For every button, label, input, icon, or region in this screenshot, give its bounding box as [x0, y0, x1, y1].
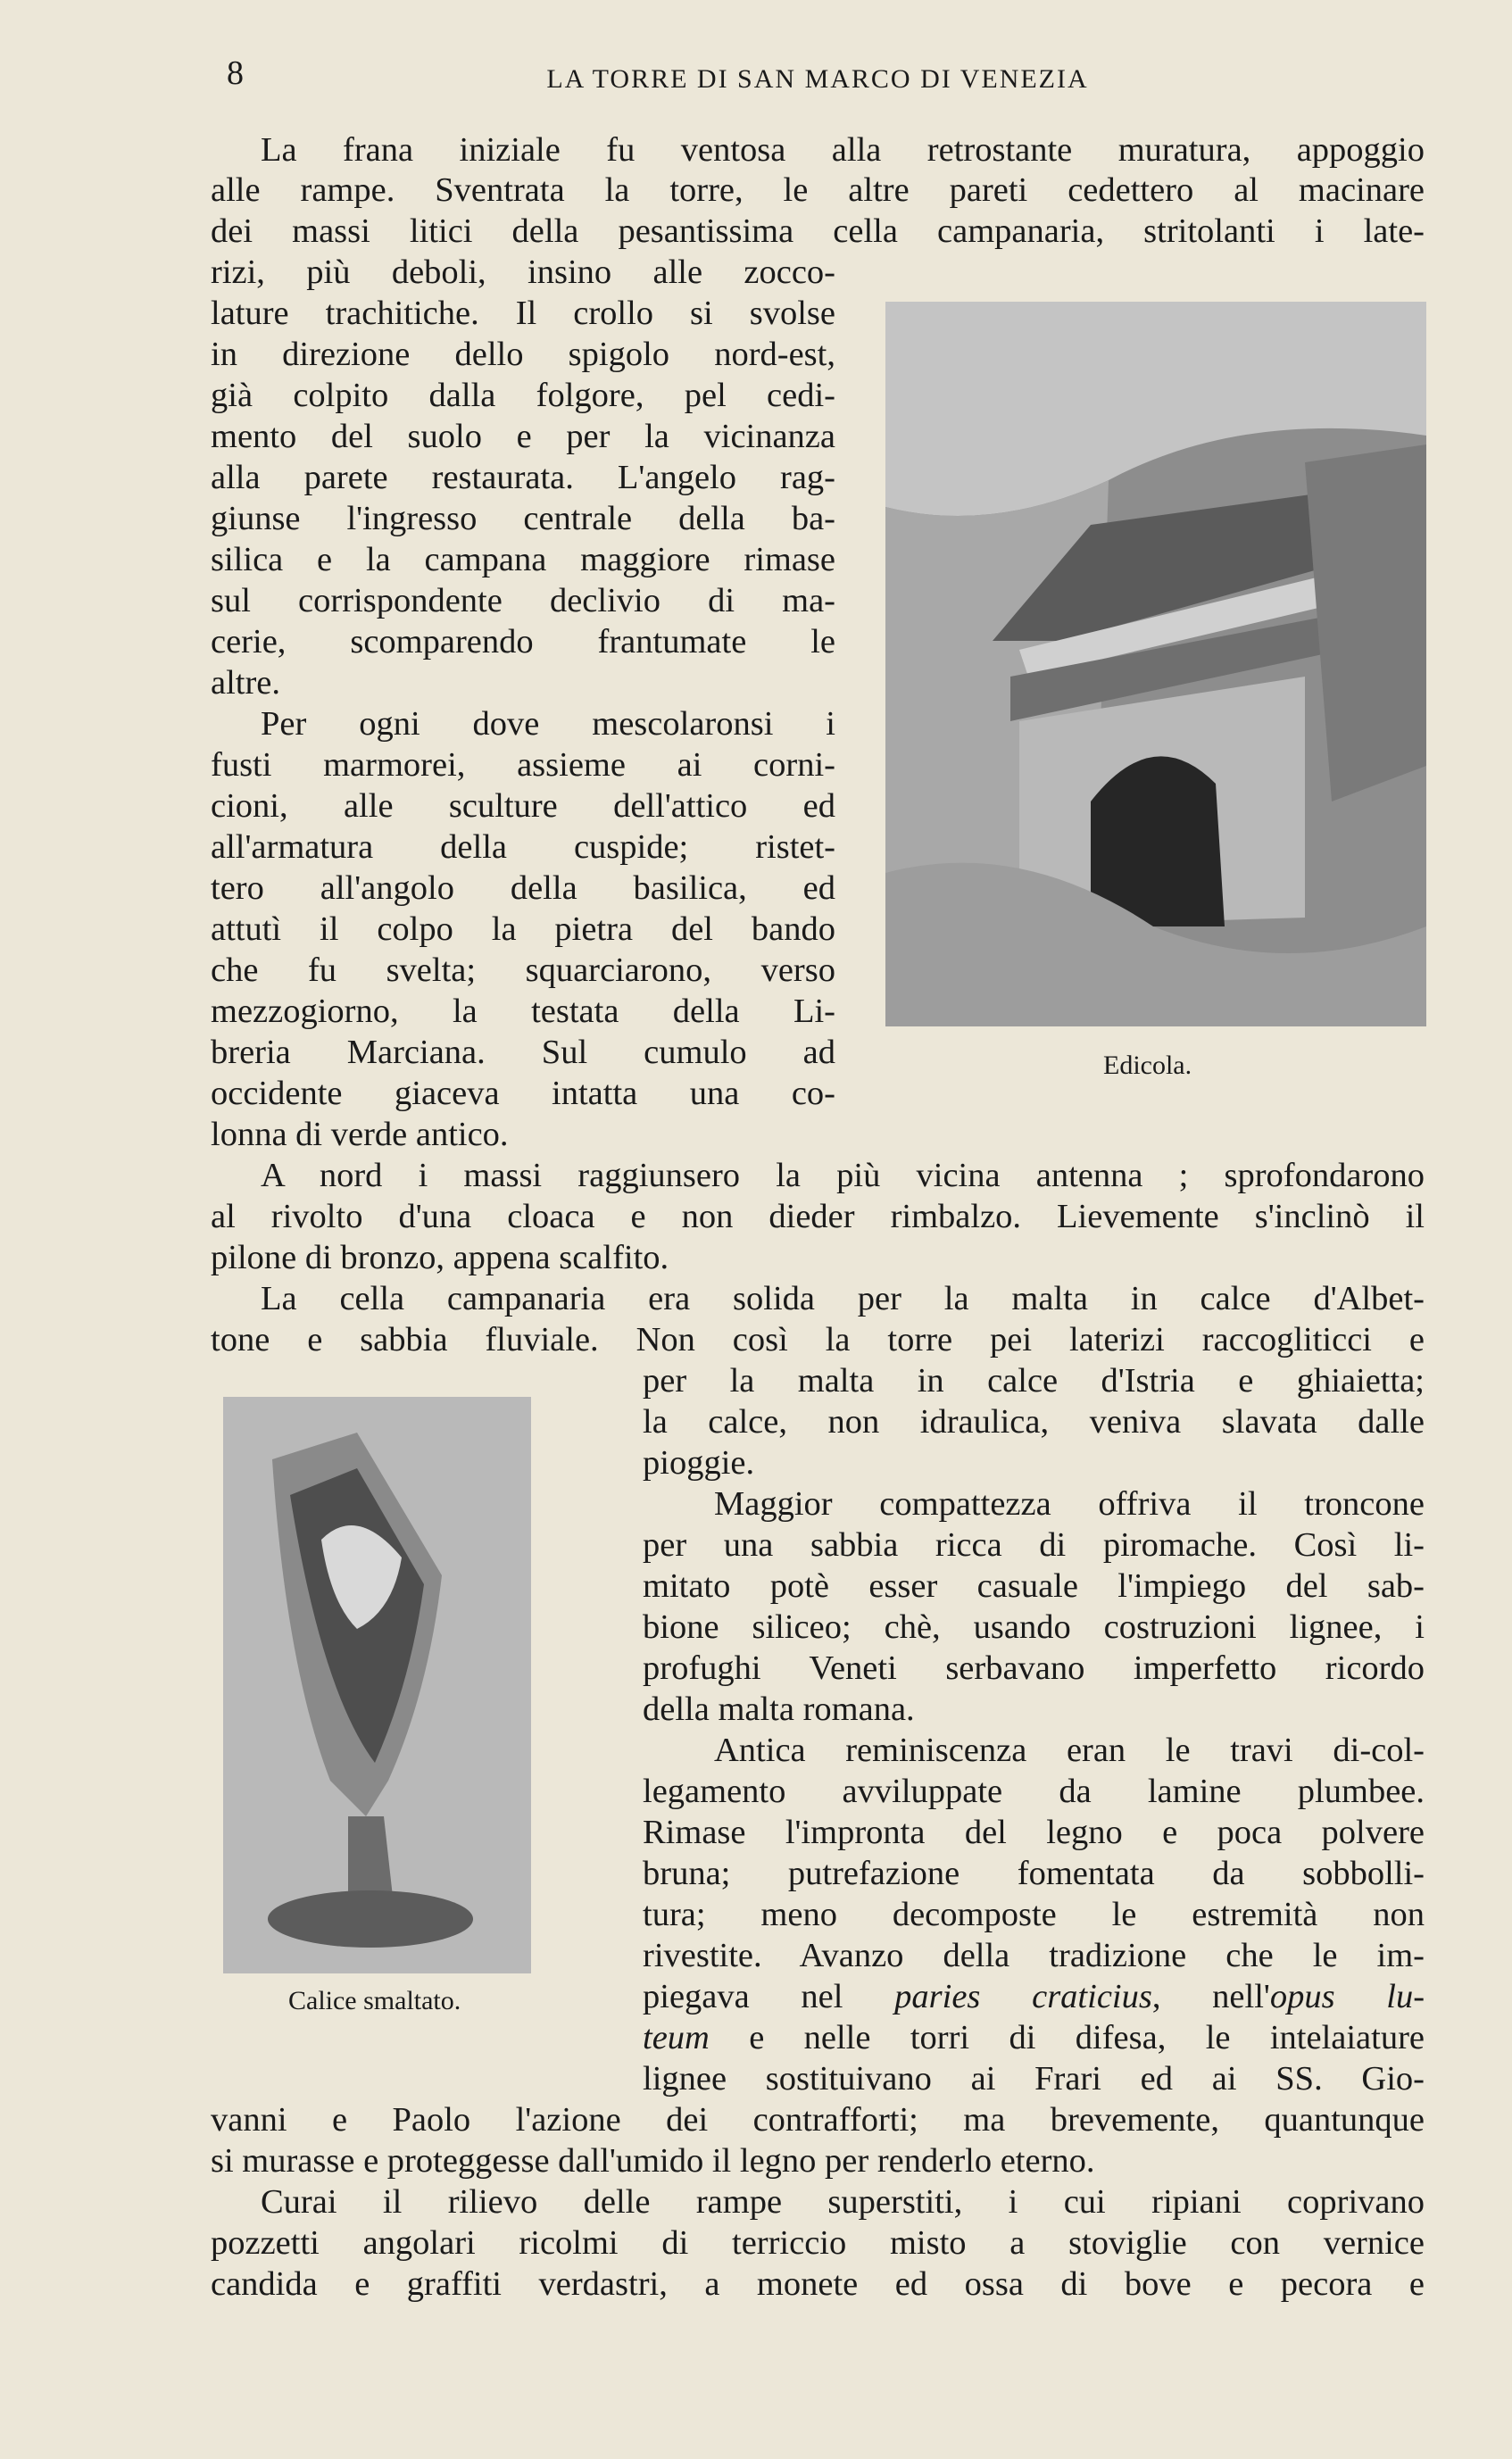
text-line: alla parete restaurata. L'angelo rag-	[211, 459, 835, 496]
edicola-illustration	[885, 302, 1426, 1026]
text-line: pozzetti angolari ricolmi di terriccio misto a stoviglie con vernice	[211, 2224, 1425, 2262]
text-line: pioggie.	[643, 1444, 755, 1482]
text-segment: piegava nel	[643, 1978, 843, 2015]
text-segment: e nelle torri di difesa, le intelaiature	[709, 2019, 1425, 2056]
text-line: lonna di verde antico.	[211, 1116, 509, 1153]
calice-illustration	[223, 1397, 531, 1973]
text-line: già colpito dalla folgore, pel cedi-	[211, 377, 835, 414]
latin-term: paries craticius	[894, 1978, 1152, 2015]
page-number: 8	[227, 54, 244, 92]
text-line: giunse l'ingresso centrale della ba-	[211, 500, 835, 537]
text-line: occidente giaceva intatta una co-	[211, 1075, 835, 1112]
text-line: La frana iniziale fu ventosa alla retrostante muratura, appoggio	[261, 131, 1425, 169]
text-line: tone e sabbia fluviale. Non così la torre pei laterizi raccogliticci e	[211, 1321, 1425, 1358]
calice-photo	[223, 1397, 531, 1973]
text-line: mitato potè esser casuale l'impiego del sab-	[643, 1567, 1425, 1605]
text-line: al rivolto d'una cloaca e non dieder rimbalzo. Lievemente s'inclinò il	[211, 1198, 1425, 1235]
text-line: rizi, più deboli, insino alle zocco-	[211, 253, 835, 291]
edicola-caption: Edicola.	[1103, 1051, 1192, 1080]
text-line: per una sabbia ricca di piromache. Così li-	[643, 1526, 1425, 1564]
text-line: bione siliceo; chè, usando costruzioni lignee, i	[643, 1608, 1425, 1646]
text-line: della malta romana.	[643, 1691, 915, 1728]
text-line: pilone di bronzo, appena scalfito.	[211, 1239, 669, 1276]
text-line: attutì il colpo la pietra del bando	[211, 910, 835, 948]
text-line: A nord i massi raggiunsero la più vicina antenna ; sprofondarono	[261, 1157, 1425, 1194]
text-line: profughi Veneti serbavano imperfetto ricordo	[643, 1649, 1425, 1687]
text-line: alle rampe. Sventrata la torre, le altre pareti cedettero al macinare	[211, 171, 1425, 209]
text-line: che fu svelta; squarciarono, verso	[211, 951, 835, 989]
text-line: breria Marciana. Sul cumulo ad	[211, 1034, 835, 1071]
text-line: tura; meno decomposte le estremità non	[643, 1896, 1425, 1933]
edicola-photo	[885, 302, 1426, 1026]
text-line: per la malta in calce d'Istria e ghiaietta;	[643, 1362, 1425, 1400]
text-line: Antica reminiscenza eran le travi di-col-	[714, 1732, 1425, 1769]
text-line: Per ogni dove mescolaronsi i	[261, 705, 835, 743]
text-line: dei massi litici della pesantissima cella campanaria, stritolanti i late-	[211, 212, 1425, 250]
page-header	[211, 54, 1425, 107]
text-line: altre.	[211, 664, 281, 702]
text-line: vanni e Paolo l'azione dei contrafforti; ma brevemente, quantunque	[211, 2101, 1425, 2139]
text-line: si murasse e proteggesse dall'umido il legno per renderlo eterno.	[211, 2142, 1095, 2180]
text-line: Rimase l'impronta del legno e poca polvere	[643, 1814, 1425, 1851]
text-line: cerie, scomparendo frantumate le	[211, 623, 835, 660]
calice-caption: Calice smaltato.	[288, 1986, 461, 2015]
text-line: candida e graffiti verdastri, a monete ed ossa di bove e pecora e	[211, 2265, 1425, 2303]
text-line: silica e la campana maggiore rimase	[211, 541, 835, 578]
text-line: La cella campanaria era solida per la malta in calce d'Albet-	[261, 1280, 1425, 1317]
text-segment: , nell'	[1151, 1978, 1270, 2015]
text-line: rivestite. Avanzo della tradizione che le im-	[643, 1937, 1425, 1974]
latin-term: opus lu-	[1269, 1978, 1425, 2015]
text-line: cioni, alle sculture dell'attico ed	[211, 787, 835, 825]
text-line: la calce, non idraulica, veniva slavata dalle	[643, 1403, 1425, 1441]
running-title: LA TORRE DI SAN MARCO DI VENEZIA	[546, 64, 1089, 94]
text-line: lature trachitiche. Il crollo si svolse	[211, 295, 835, 332]
text-line: sul corrispondente declivio di ma-	[211, 582, 835, 619]
text-line: Maggior compattezza offriva il troncone	[714, 1485, 1425, 1523]
text-line: all'armatura della cuspide; ristet-	[211, 828, 835, 866]
text-line: mezzogiorno, la testata della Li-	[211, 993, 835, 1030]
text-line: in direzione dello spigolo nord-est,	[211, 336, 835, 373]
text-line: fusti marmorei, assieme ai corni-	[211, 746, 835, 784]
text-line: tero all'angolo della basilica, ed	[211, 869, 835, 907]
text-line: legamento avviluppate da lamine plumbee.	[643, 1773, 1425, 1810]
text-line-mixed	[643, 1976, 1425, 2017]
text-line: mento del suolo e per la vicinanza	[211, 418, 835, 455]
text-line: Curai il rilievo delle rampe superstiti, i cui ripiani coprivano	[261, 2183, 1425, 2221]
text-line: lignee sostituivano ai Frari ed ai SS. Gio-	[643, 2060, 1425, 2098]
text-line-mixed	[643, 2017, 1425, 2058]
latin-term: teum	[643, 2019, 710, 2056]
text-line: bruna; putrefazione fomentata da sobbolli-	[643, 1855, 1425, 1892]
